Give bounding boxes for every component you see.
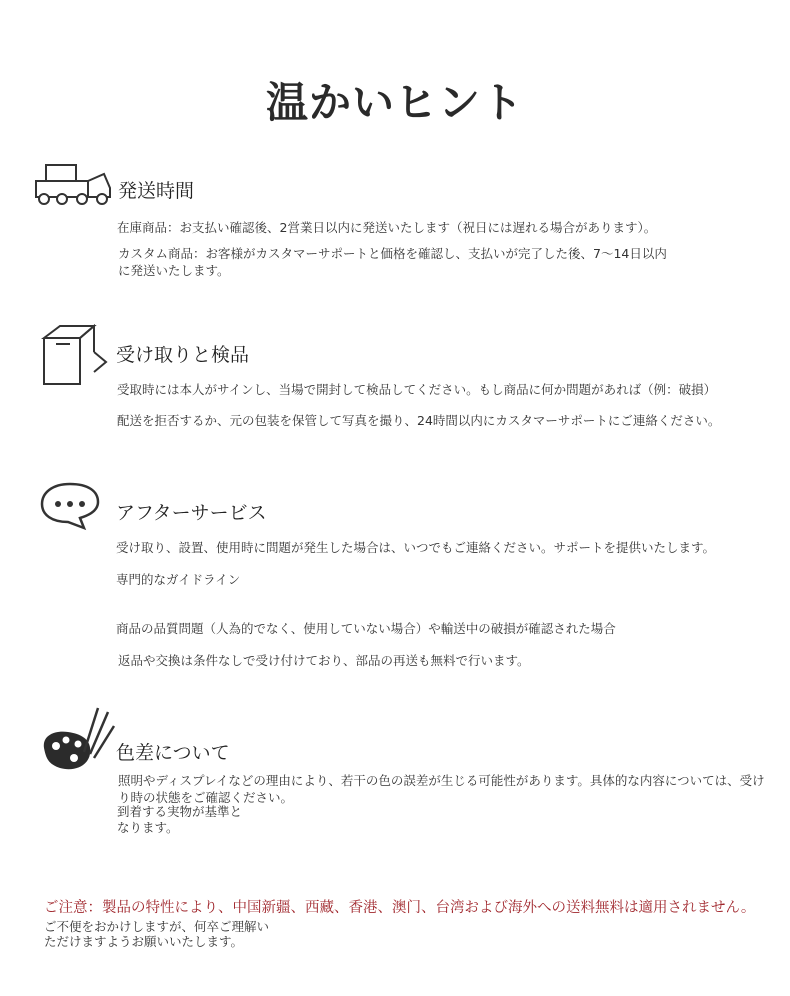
color-line-3: 到着する実物が基準と [117,804,243,819]
color-line-2: り時の状態をご確認ください。 [118,790,294,805]
closing-line-1: ご不便をおかけしますが、何卒ご理解い [44,919,270,934]
color-line-1: 照明やディスプレイなどの理由により、若干の色の誤差が生じる可能性があります。具体的な内容については、受け [118,773,765,788]
color-line-4: なります。 [117,820,179,835]
after-sales-line-2: 専門的なガイドライン [116,572,241,587]
section-heading-after-sales: アフターサービス [116,502,267,524]
shipping-line-3: に発送いたします。 [118,263,230,278]
paint-palette-icon [38,702,116,774]
page-title: 温かいヒント [265,78,524,127]
after-sales-line-3: 商品の品質問題（人為的でなく、使用していない場合）や輸送中の破損が確認された場合 [116,621,616,636]
truck-icon [32,162,118,208]
package-box-icon [40,322,112,388]
shipping-line-2: カスタム商品：お客様がカスタマーサポートと価格を確認し、支払いが完了した後、7〜14日以内 [118,246,667,261]
after-sales-line-1: 受け取り、設置、使用時に問題が発生した場合は、いつでもご連絡ください。サポートを提供いたします。 [116,540,716,555]
shipping-notice: ご注意：製品の特性により、中国新疆、西藏、香港、澳门、台湾および海外への送料無料は適用されません。 [44,900,756,916]
shipping-line-1: 在庫商品：お支払い確認後、2営業日以内に発送いたします（祝日には遅れる場合があります）。 [117,220,657,235]
receipt-line-1: 受取時には本人がサインし、当場で開封して検品してください。もし商品に何か問題があれば（例：破損） [117,382,717,397]
receipt-line-2: 配送を拒否するか、元の包装を保管して写真を撮り、24時間以内にカスタマーサポートにご連絡ください。 [117,413,721,428]
section-heading-color-difference: 色差について [116,742,230,764]
chat-bubble-icon [38,480,102,532]
section-heading-receipt: 受け取りと検品 [116,344,250,366]
section-heading-shipping: 発送時間 [118,180,195,202]
closing-line-2: ただけますようお願いいたします。 [44,934,244,949]
after-sales-line-4: 返品や交換は条件なしで受け付けており、部品の再送も無料で行います。 [118,653,530,668]
